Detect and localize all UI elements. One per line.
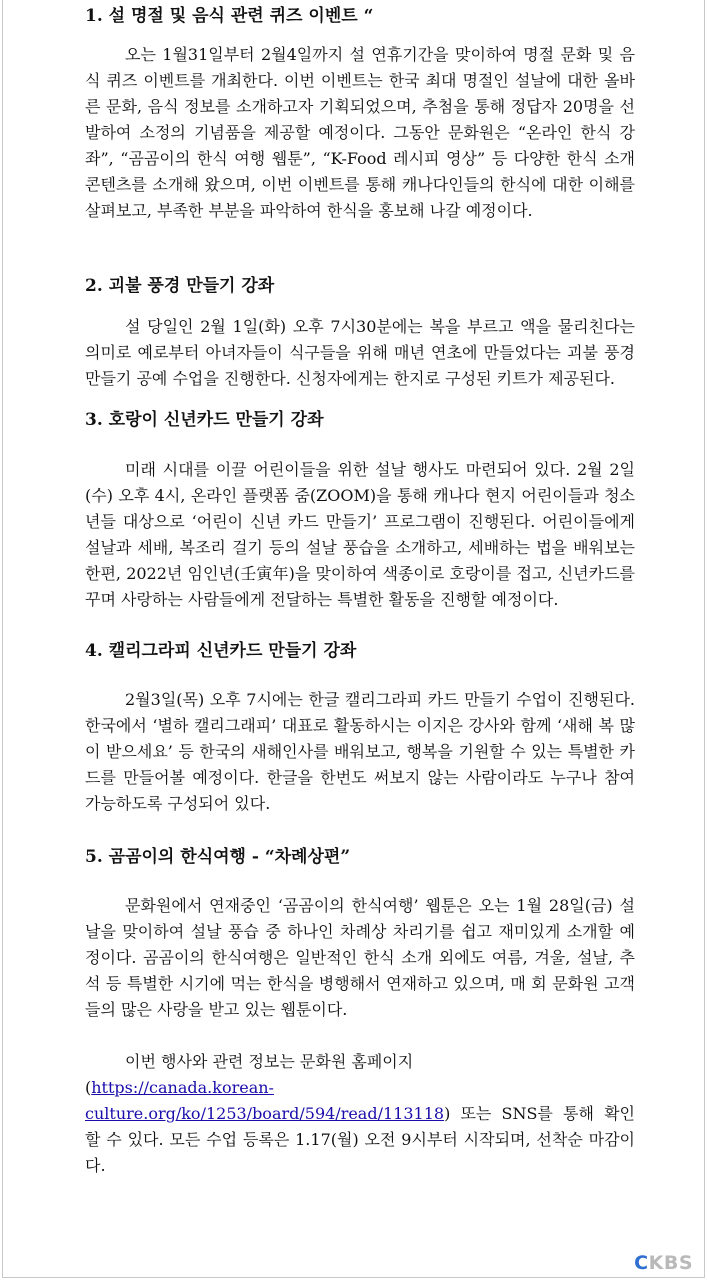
- homepage-link[interactable]: https://canada.korean-culture.org/ko/1253/board/594/read/113118: [85, 1078, 445, 1123]
- section-calligraphy-card: [85, 639, 635, 817]
- watermark-kbs: KBS: [648, 1252, 693, 1274]
- section-body: 2월3일(목) 오후 7시에는 한글 캘리그라피 카드 만들기 수업이 진행된다. 한국에서 ‘별하 캘리그래피’ 대표로 활동하시는 이지은 강사와 함께 ‘새해 복 많이 받으세요’ 등 한국의 새해인사를 배워보고, 행복을 기원할 수 있는 특별한 카드를 만들어볼 예정이다. 한글을 한번도 써보지 않는 사람이라도 누구나 참여 가능하도록 구성되어 있다.: [85, 690, 635, 813]
- closing-open-paren: (: [85, 1078, 92, 1097]
- section-body: 설 당일인 2월 1일(화) 오후 7시30분에는 복을 부르고 액을 물리친다는 의미로 예로부터 아녀자들이 식구들을 위해 매년 연초에 만들었다는 괴불 풍경 만들기 공예 수업을 진행한다. 신청자에게는 한지로 구성된 키트가 제공된다.: [85, 317, 635, 388]
- section-goebul-craft: [85, 274, 635, 392]
- section-quiz-event: [85, 4, 635, 224]
- section-body: 오는 1월31일부터 2월4일까지 설 연휴기간을 맞이하여 명절 문화 및 음식 퀴즈 이벤트를 개최한다. 이번 이벤트는 한국 최대 명절인 설날에 대한 올바른 문화, 음식 정보를 소개하고자 기획되었으며, 추첨을 통해 정답자 20명을 선발하여 소정의 기념품을 제공할 예정이다. 그동안 문화원은 “온라인 한식 강좌”, “곰곰이의 한식 여행 웹툰”, “K-Food 레시피 영상” 등 다양한 한식 소개 콘텐츠를 소개해 왔으며, 이번 이벤트를 통해 캐나다인들의 한식에 대한 이해를 살펴보고, 부족한 부분을 파악하여 한식을 홍보해 나갈 예정이다.: [85, 45, 635, 220]
- section-tiger-card: [85, 408, 635, 613]
- section-body: 문화원에서 연재중인 ‘곰곰이의 한식여행’ 웹툰은 오는 1월 28일(금) 설날을 맞이하여 설날 풍습 중 하나인 차례상 차리기를 쉽고 재미있게 소개할 예정이다. 곰곰이의 한식여행은 일반적인 한식 소개 외에도 여름, 겨울, 설날, 추석 등 특별한 시기에 먹는 한식을 병행해서 연재하고 있으며, 매 회 문화원 고객들의 많은 사랑을 받고 있는 웹툰이다.: [85, 896, 635, 1019]
- section-gomgom-webtoon: [85, 845, 635, 1023]
- closing-paragraph: [85, 1049, 635, 1179]
- article-body: [85, 0, 635, 1179]
- closing-intro: 이번 행사와 관련 정보는 문화원 홈페이지: [125, 1052, 414, 1071]
- section-heading: 5. 곰곰이의 한식여행 - “차례상편”: [85, 847, 351, 867]
- section-heading: 3. 호랑이 신년카드 만들기 강좌: [85, 410, 324, 430]
- section-heading: 4. 캘리그라피 신년카드 만들기 강좌: [85, 641, 357, 661]
- watermark-c: C: [634, 1252, 649, 1274]
- section-heading: 2. 괴불 풍경 만들기 강좌: [85, 276, 275, 296]
- section-body: 미래 시대를 이끌 어린이들을 위한 설날 행사도 마련되어 있다. 2월 2일(수) 오후 4시, 온라인 플랫폼 줌(ZOOM)을 통해 캐나다 현지 어린이들과 청소년들 대상으로 ‘어린이 신년 카드 만들기’ 프로그램이 진행된다. 어린이들에게 설날과 세배, 복조리 걸기 등의 설날 풍습을 소개하고, 세배하는 법을 배워보는 한편, 2022년 임인년(壬寅年)을 맞이하여 색종이로 호랑이를 접고, 신년카드를 꾸며 사랑하는 사람들에게 전달하는 특별한 활동을 진행할 예정이다.: [85, 460, 635, 609]
- closing-text: ) 또는 SNS를 통해 확인 할 수 있다. 모든 수업 등록은 1.17(월) 오전 9시부터 시작되며, 선착순 마감이다.: [85, 1104, 635, 1175]
- section-heading: 1. 설 명절 및 음식 관련 퀴즈 이벤트 “: [85, 6, 374, 26]
- kbs-watermark-logo: [634, 1252, 693, 1274]
